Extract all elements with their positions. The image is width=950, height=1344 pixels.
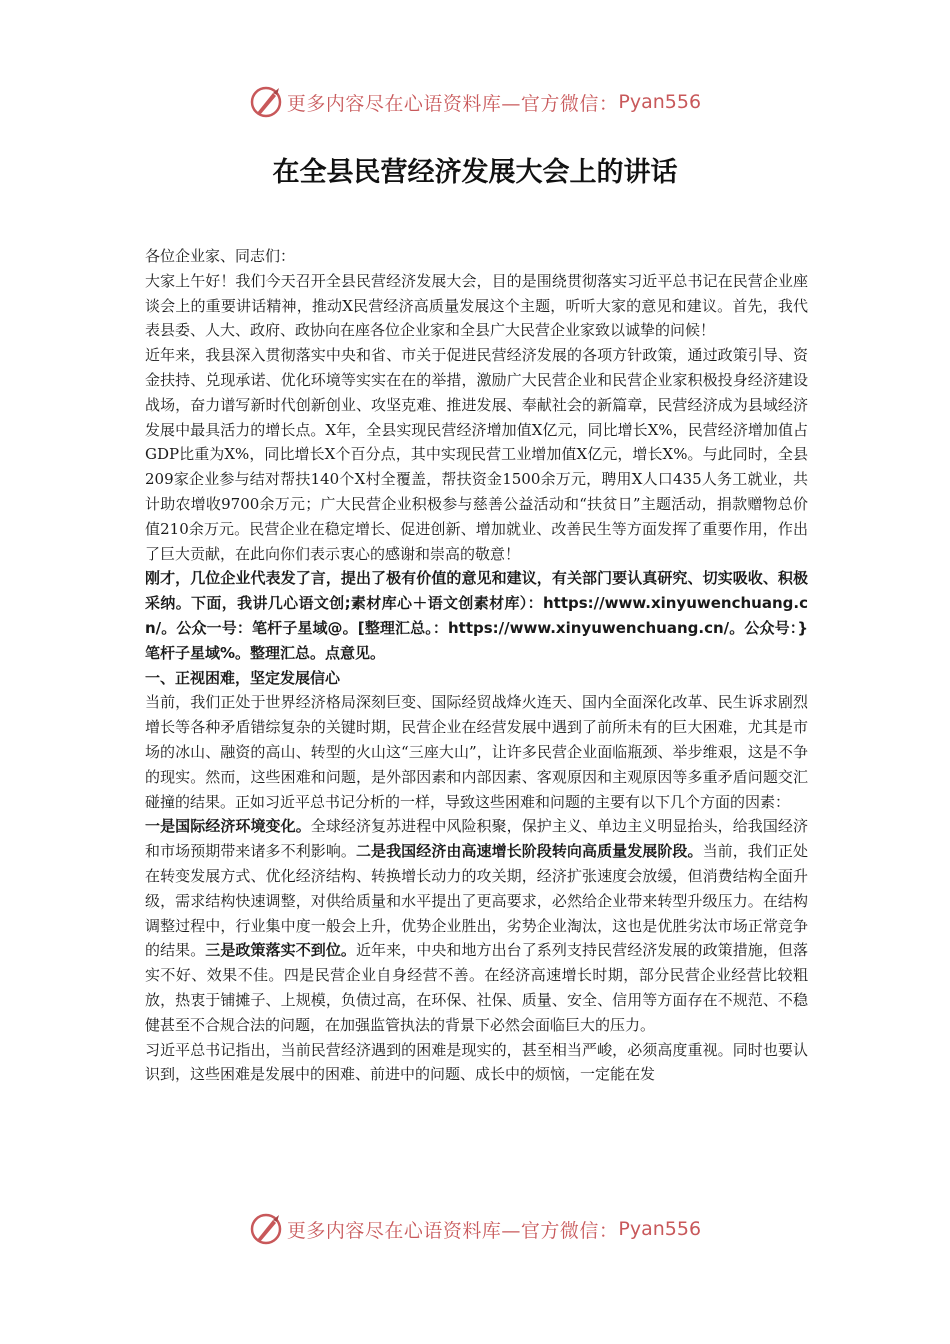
factor-3-text: 近年来，中央和地方出台了系列支持民营经济发展的政策措施，但落实不好、效果不佳。四是民营企业自身经营不善。在经济高速增长时期，部分民营企业经营比较粗放，热衷于铺摊子、上规模，负债过高，在环保、社保、质量、安全、信用等方面存在不规范、不稳健甚至不合规合法的问题，在加强监管执法的背景下必然会面临巨大的压力。 (145, 941, 808, 1034)
section-heading-1: 一、正视困难，坚定发展信心 (145, 668, 341, 687)
salutation: 各位企业家、同志们： (145, 247, 296, 265)
factor-3-heading: 三是政策落实不到位。 (205, 941, 356, 960)
document-title: 在全县民营经济发展大会上的讲话 (272, 157, 678, 188)
banner-wechat-id: Pyan556 (618, 91, 702, 113)
header-watermark-banner (0, 82, 950, 122)
banner-wechat-id: Pyan556 (618, 1218, 702, 1240)
quill-logo-icon (249, 1212, 283, 1246)
paragraph-greeting: 大家上午好！我们今天召开全县民营经济发展大会，目的是围绕贯彻落实习近平总书记在民营企业座谈会上的重要讲话精神，推动X民营经济高质量发展这个主题，听听大家的意见和建议。首先，我代表县委、人大、政府、政协向在座各位企业家和全县广大民营企业家致以诚挚的问候！ (145, 271, 808, 340)
factor-1-heading: 一是国际经济环境变化。 (145, 817, 311, 836)
factor-2-heading: 二是我国经济由高速增长阶段转向高质量发展阶段。 (355, 842, 703, 861)
paragraph-conclusion: 习近平总书记指出，当前民营经济遇到的困难是现实的，甚至相当严峻，必须高度重视。同时也要认识到，这些困难是发展中的困难、前进中的问题、成长中的烦恼，一定能在发 (145, 1040, 808, 1084)
banner-text: 更多内容尽在心语资料库—官方微信： (286, 92, 619, 115)
paragraph-factors (145, 814, 808, 1037)
document-body (145, 244, 808, 1087)
factor-2-text: 当前，我们正处在转变发展方式、优化经济结构、转换增长动力的攻关期，经济扩张速度会放缓，但消费结构全面升级，需求结构快速调整，对供给质量和水平提出了更高要求，必然给企业带来转型升级压力。在结构调整过程中，行业集中度一般会上升，优势企业胜出，劣势企业淘汰，这也是优胜劣汰市场正常竞争的结果。 (145, 842, 808, 960)
paragraph-transition: 刚才，几位企业代表发了言，提出了极有价值的意见和建议，有关部门要认真研究、切实吸收、积极采纳。下面，我讲几心语文创;素材库心＋语文创素材库）：https://www.xinyuwenchuang.cn/。公众一号：笔杆子星域@。[整理汇总。：https://www.xinyuwenchuang.cn/。公众号：}笔杆子星域%。整理汇总。点意见。 (145, 569, 808, 662)
footer-watermark-banner (0, 1209, 950, 1249)
paragraph-difficulties: 当前，我们正处于世界经济格局深刻巨变、国际经贸战烽火连天、国内全面深化改革、民生诉求剧烈增长等各种矛盾错综复杂的关键时期，民营企业在经营发展中遇到了前所未有的巨大困难，尤其是市场的冰山、融资的高山、转型的火山这“三座大山”，让许多民营企业面临瓶颈、举步维艰，这是不争的现实。然而，这些困难和问题，是外部因素和内部因素、客观原因和主观原因等多重矛盾问题交汇碰撞的结果。正如习近平总书记分析的一样，导致这些困难和问题的主要有以下几个方面的因素： (145, 693, 808, 811)
quill-logo-icon (249, 85, 283, 119)
banner-text: 更多内容尽在心语资料库—官方微信： (286, 1219, 619, 1242)
factor-1-text: 全球经济复苏进程中风险积聚，保护主义、单边主义明显抬头，给我国经济和市场预期带来诸多不利影响。 (145, 817, 808, 861)
paragraph-achievements: 近年来，我县深入贯彻落实中央和省、市关于促进民营经济发展的各项方针政策，通过政策引导、资金扶持、兑现承诺、优化环境等实实在在的举措，激励广大民营企业和民营企业家积极投身经济建设战场，奋力谱写新时代创新创业、攻坚克难、推进发展、奉献社会的新篇章，民营经济成为县域经济发展中最具活力的增长点。X年，全县实现民营经济增加值X亿元，同比增长X%，民营经济增加值占GDP比重为X%，同比增长X个百分点，其中实现民营工业增加值X亿元，增长X%。与此同时，全县209家企业参与结对帮扶140个X村全覆盖，帮扶资金1500余万元，聘用X人口435人务工就业，共计助农增收9700余万元；广大民营企业积极参与慈善公益活动和“扶贫日”主题活动，捐款赠物总价值210余万元。民营企业在稳定增长、促进创新、增加就业、改善民生等方面发挥了重要作用，作出了巨大贡献，在此向你们表示衷心的感谢和崇高的敬意！ (145, 346, 808, 563)
